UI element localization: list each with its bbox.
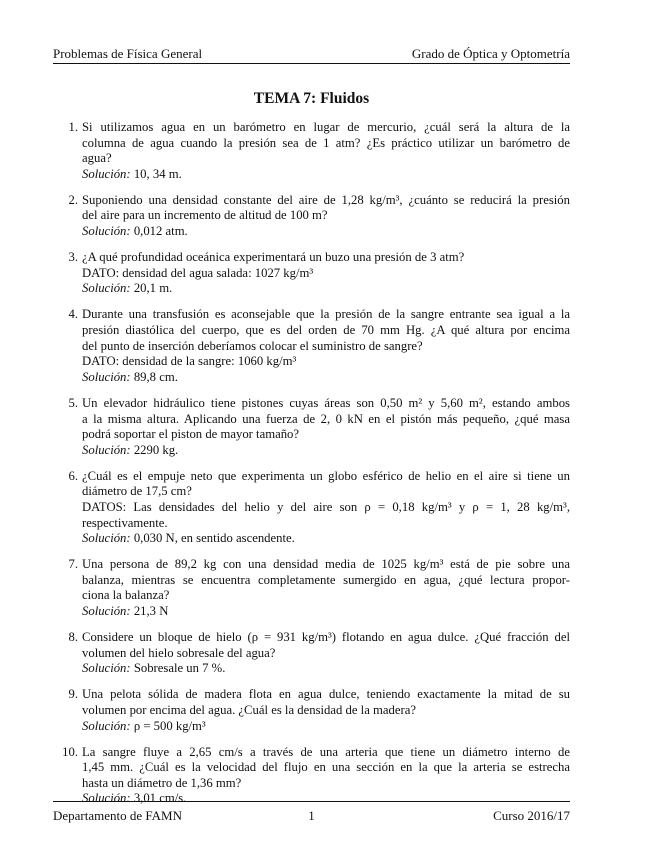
problem-item [62,120,570,182]
problem-text-line: volumen del hielo sobresale del agua? [82,645,276,660]
solution-line [82,370,570,386]
problem-text-line: DATO: densidad del agua salada: 1027 kg/m³ [82,265,314,280]
problem-text-line: Una persona de 89,2 kg con una densidad media de 1025 kg/m³ está de pie sobre una [82,557,570,572]
problem-item [62,307,570,385]
solution-value: Sobresale un 7 %. [133,661,226,676]
problem-text-line: Considere un bloque de hielo (ρ = 931 kg/m³) flotando en agua dulce. ¿Qué fracción del [82,630,570,645]
problem-text-line: presión diastólica del cuerpo, que es del orden de 70 mm Hg. ¿A qué altura por encima [82,323,570,338]
problem-text-line: DATO: densidad de la sangre: 1060 kg/m³ [82,354,297,369]
solution-line [82,604,570,620]
solution-value: 2290 kg. [133,442,179,457]
solution-value: 10, 34 m. [133,166,182,181]
header-right: Grado de Óptica y Optometría [411,46,570,61]
problem-number: 7. [68,557,78,572]
solution-label: Solución: [82,531,131,546]
solution-value: ρ = 500 kg/m³ [133,718,206,733]
solution-label: Solución: [82,369,131,384]
problem-number: 2. [68,192,78,207]
solution-label: Solución: [82,718,131,733]
solution-value: 89,8 cm. [133,369,178,384]
problem-text-line: Durante una transfusión es aconsejable que la presión de la sangre entrante sea igual a la [82,307,570,322]
solution-line [82,661,570,677]
solution-value: 21,3 N [133,604,169,619]
solution-label: Solución: [82,442,131,457]
solution-line [82,791,570,807]
solution-label: Solución: [82,166,131,181]
problem-item [62,630,570,677]
footer-right: Curso 2016/17 [493,808,570,823]
problem-text-line: Suponiendo una densidad constante del aire de 1,28 kg/m³, ¿cuánto se reducirá la presión [82,192,570,207]
problem-number: 5. [68,395,78,410]
page-footer [53,808,570,823]
problem-text-line: ¿A qué profundidad oceánica experimentará un buzo una presión de 3 atm? [82,250,465,265]
problem-number: 3. [68,250,78,265]
solution-line [82,167,570,183]
header-rule [53,63,570,64]
problem-list [62,120,570,818]
problem-number: 8. [68,630,78,645]
problem-item [62,745,570,807]
problem-number: 10. [62,744,78,759]
solution-value: 0,030 N, en sentido ascendente. [133,531,295,546]
page-header [53,46,570,61]
solution-line [82,531,570,547]
problem-text-line: volumen por encima del agua. ¿Cuál es la densidad de la madera? [82,703,416,717]
header-left: Problemas de Física General [53,46,203,61]
problem-text-line: balanza, mientras se encuentra completamente sumergido en agua, ¿qué lectura propor- [82,572,570,587]
solution-line [82,281,570,297]
problem-number: 4. [68,307,78,322]
problem-text-line: respectivamente. [82,515,168,530]
page-title: TEMA 7: Fluidos [253,90,370,107]
solution-label: Solución: [82,791,131,806]
problem-text-line: podrá soportar el piston de mayor tamaño? [82,427,300,442]
solution-value: 0,012 atm. [133,224,188,239]
problem-text-line: Una pelota sólida de madera flota en agua dulce, teniendo exactamente la mitad de su [82,687,570,702]
problem-item [62,193,570,240]
problem-text-line: columna de agua cuando la presión sea de 1 atm? ¿Es práctico utilizar un barómetro de [82,135,570,150]
problem-number: 1. [68,120,78,134]
solution-label: Solución: [82,661,131,676]
problem-text-line: DATOS: Las densidades del helio y del aire son ρ = 0,18 kg/m³ y ρ = 1, 28 kg/m³, [82,499,570,514]
solution-label: Solución: [82,224,131,239]
problem-number: 6. [68,468,78,483]
problem-text-line: Si utilizamos agua en un barómetro en lugar de mercurio, ¿cuál será la altura de la [82,120,570,134]
solution-label: Solución: [82,604,131,619]
problem-number: 9. [68,687,78,702]
problem-item [62,687,570,734]
problem-text-line: agua? [82,151,112,166]
page-number: 1 [308,808,315,823]
solution-value: 20,1 m. [133,281,173,296]
problem-item [62,557,570,619]
footer-left: Departamento de FAMN [53,808,183,823]
problem-text-line: ¿Cuál es el empuje neto que experimenta un globo esférico de helio en el aire si tiene un [82,468,570,483]
problem-text-line: Un elevador hidráulico tiene pistones cuyas áreas son 0,50 m² y 5,60 m², estando ambos [82,395,570,410]
problem-text-line: 1,45 mm. ¿Cuál es la velocidad del flujo en una sección en la que la arteria se estrecha [82,760,570,775]
problem-item [62,396,570,458]
footer-rule [53,801,570,802]
solution-label: Solución: [82,281,131,296]
problem-text-line: diámetro de 17,5 cm? [82,484,192,499]
problem-text-line: del aire para un incremento de altitud de 100 m? [82,208,328,223]
solution-value: 3,01 cm/s. [133,791,187,806]
problem-item [62,469,570,547]
solution-line [82,224,570,240]
solution-line [82,443,570,459]
solution-line [82,719,570,735]
problem-text-line: a la misma altura. Aplicando una fuerza de 2, 0 kN en el pistón más pequeño, ¿qué masa [82,411,570,426]
problem-text-line: del punto de inserción deberíamos colocar el suministro de sangre? [82,338,423,353]
problem-item [62,250,570,297]
problem-text-line: hasta un diámetro de 1,36 mm? [82,775,242,790]
problem-text-line: La sangre fluye a 2,65 cm/s a través de una arteria que tiene un diámetro interno de [82,744,570,759]
problem-text-line: ciona la balanza? [82,588,170,603]
